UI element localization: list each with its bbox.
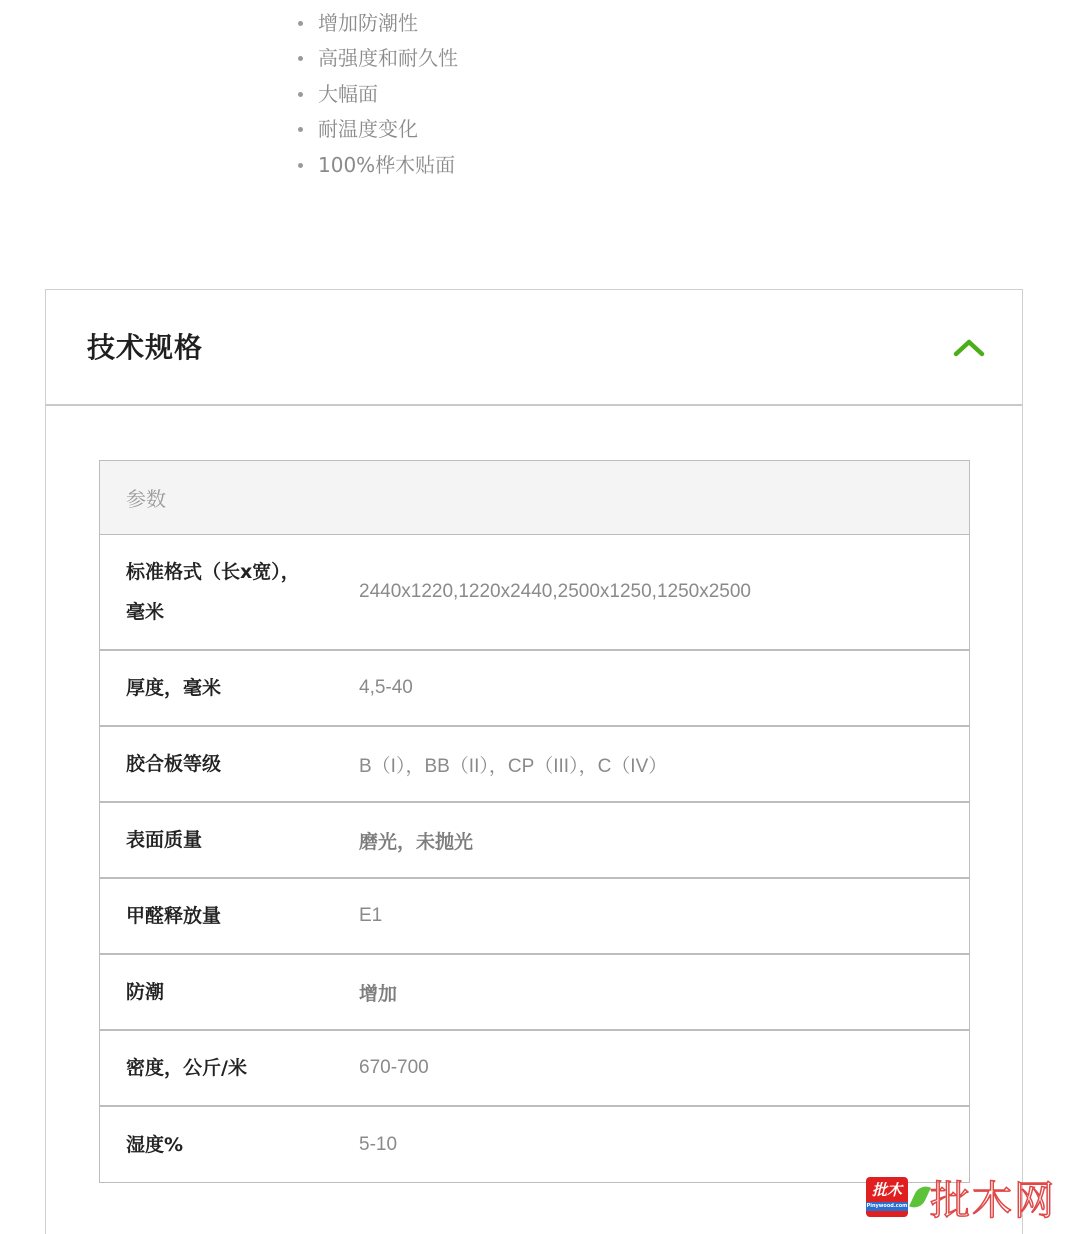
row-label: 甲醛释放量 xyxy=(126,905,222,927)
table-row xyxy=(100,727,969,803)
row-label-line: 毫米 xyxy=(126,601,165,623)
accordion-title: 技术规格 xyxy=(87,331,204,364)
bullet-icon xyxy=(298,127,303,132)
row-label-line: 标准格式（长x宽）， xyxy=(126,561,300,583)
row-label: 防潮 xyxy=(126,981,165,1003)
watermark-text: 批木网 xyxy=(930,1177,1056,1224)
feature-text: 耐温度变化 xyxy=(318,117,418,142)
feature-item xyxy=(296,112,458,147)
feature-item xyxy=(296,148,458,183)
table-row xyxy=(100,955,969,1031)
bullet-icon xyxy=(298,56,303,61)
table-row xyxy=(100,535,969,651)
table-header-label: 参数 xyxy=(126,487,166,511)
watermark-badge-sub: Pinywood.com xyxy=(866,1203,908,1209)
table-header xyxy=(100,461,969,535)
row-label: 胶合板等级 xyxy=(126,753,222,775)
row-value: B（I），BB（II），CP（III），C（IV） xyxy=(359,755,668,777)
row-value: 磨光，未抛光 xyxy=(359,830,474,853)
feature-text: 增加防潮性 xyxy=(318,11,418,35)
row-value: E1 xyxy=(359,905,383,926)
row-value: 5-10 xyxy=(359,1133,398,1155)
row-label: 湿度% xyxy=(126,1133,184,1156)
watermark-badge xyxy=(866,1177,908,1217)
feature-item xyxy=(296,77,458,112)
spec-table xyxy=(99,460,970,1183)
row-label: 密度，公斤/米 xyxy=(126,1057,247,1079)
row-value: 2440x1220,1220x2440,2500x1250,1250x2500 xyxy=(359,581,751,602)
bullet-icon xyxy=(298,21,303,26)
chevron-up-icon[interactable] xyxy=(952,336,986,358)
bullet-icon xyxy=(298,163,303,168)
feature-item xyxy=(296,6,458,41)
table-row xyxy=(100,803,969,879)
row-value: 增加 xyxy=(359,982,398,1005)
bullet-icon xyxy=(298,92,303,97)
table-row xyxy=(100,1031,969,1107)
row-label: 厚度，毫米 xyxy=(126,677,222,699)
table-row xyxy=(100,1107,969,1182)
row-value: 4,5-40 xyxy=(359,677,413,698)
row-value: 670-700 xyxy=(359,1057,429,1078)
row-label: 表面质量 xyxy=(126,829,203,851)
feature-item xyxy=(296,41,458,76)
feature-text: 100%桦木贴面 xyxy=(318,152,456,177)
feature-text: 大幅面 xyxy=(318,81,378,106)
feature-list xyxy=(296,6,458,183)
table-row xyxy=(100,651,969,727)
tech-specs-accordion xyxy=(45,289,1023,1234)
leaf-icon xyxy=(909,1183,931,1212)
feature-text: 高强度和耐久性 xyxy=(318,46,458,71)
row-label xyxy=(100,552,359,632)
watermark-logo xyxy=(866,1174,1062,1224)
watermark-badge-text: 批木 xyxy=(871,1181,902,1199)
accordion-header[interactable] xyxy=(46,290,1022,406)
table-row xyxy=(100,879,969,955)
